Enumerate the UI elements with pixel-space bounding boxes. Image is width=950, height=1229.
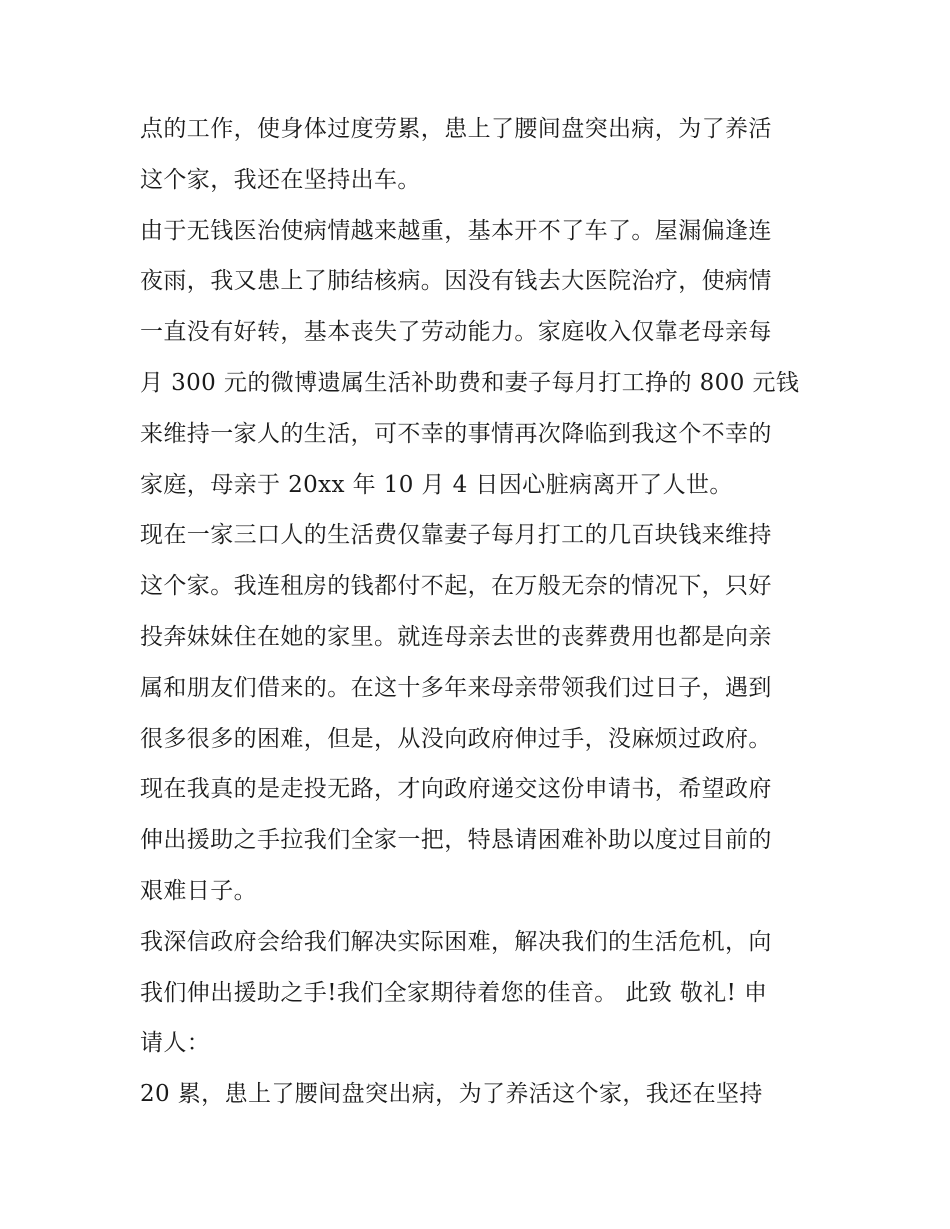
text-line: 夜雨，我又患上了肺结核病。因没有钱去大医院治疗，使病情 [140,268,772,295]
text-line: 属和朋友们借来的。在这十多年来母亲带领我们过日子，遇到 [140,674,772,701]
text-line: 现在一家三口人的生活费仅靠妻子每月打工的几百块钱来维持 [140,522,772,549]
text-line: 请人： [140,1030,211,1057]
document-body [140,104,816,1120]
text-line: 由于无钱医治使病情越来越重，基本开不了车了。屋漏偏逢连 [140,217,772,244]
text-line: 20 累，患上了腰间盘突出病，为了养活这个家，我还在坚持 [140,1081,763,1108]
text-line: 这个家。我连租房的钱都付不起，在万般无奈的情况下，只好 [140,573,772,600]
text-line: 来维持一家人的生活，可不幸的事情再次降临到我这个不幸的 [140,420,772,447]
text-line: 伸出援助之手拉我们全家一把，特恳请困难补助以度过目前的 [140,827,772,854]
text-line: 我们伸出援助之手!我们全家期待着您的佳音。 此致 敬礼! 申 [140,979,768,1006]
text-line: 这个家，我还在坚持出车。 [140,166,421,193]
text-line: 我深信政府会给我们解决实际困难，解决我们的生活危机，向 [140,928,772,955]
text-line: 现在我真的是走投无路，才向政府递交这份申请书，希望政府 [140,776,772,803]
text-line: 投奔妹妹住在她的家里。就连母亲去世的丧葬费用也都是向亲 [140,623,772,650]
text-line: 月 300 元的微博遗属生活补助费和妻子每月打工挣的 800 元钱 [140,369,800,396]
text-line: 艰难日子。 [140,877,257,904]
text-line: 点的工作，使身体过度劳累，患上了腰间盘突出病，为了养活 [140,116,772,142]
text-line: 家庭，母亲于 20xx 年 10 月 4 日因心脏病离开了人世。 [140,471,733,498]
text-line: 一直没有好转，基本丧失了劳动能力。家庭收入仅靠老母亲每 [140,319,772,346]
text-line: 很多很多的困难，但是，从没向政府伸过手，没麻烦过政府。 [140,725,772,752]
